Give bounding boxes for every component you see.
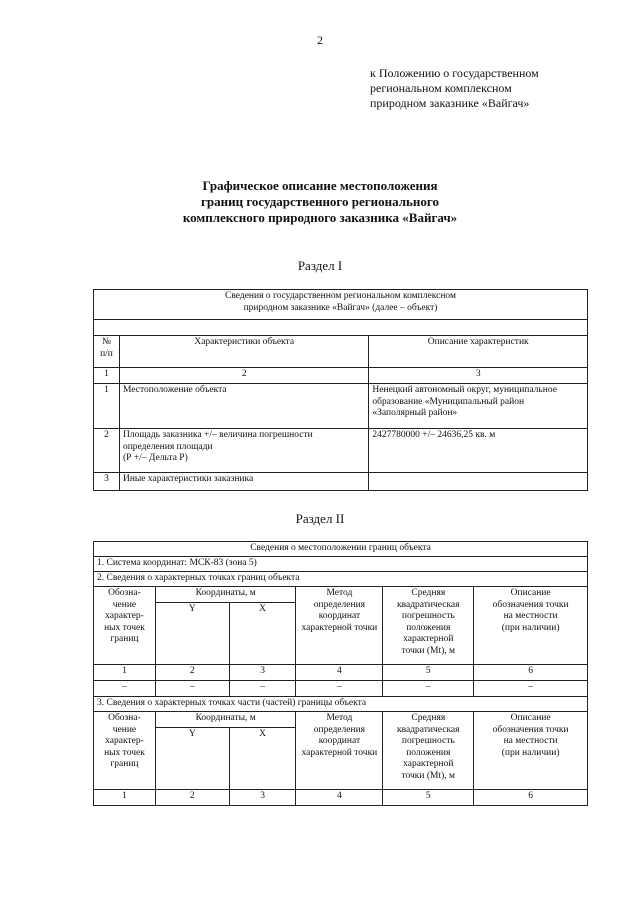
col-header-method: Метод определения координат характерной точки (296, 587, 383, 665)
boundary-points-table (93, 541, 588, 806)
annex-reference (370, 66, 610, 111)
row-number: 2 (94, 429, 120, 473)
col-header-y: Y (155, 728, 229, 790)
table-row (94, 384, 588, 429)
index-cell: 4 (296, 790, 383, 806)
index-cell: 1 (94, 665, 156, 681)
parts-subtitle: 3. Сведения о характерных точках части (частей) границы объекта (94, 697, 588, 712)
dash-cell: – (229, 681, 296, 697)
row-description: 2427780000 +/– 24636,25 кв. м (369, 429, 588, 473)
table-row (94, 429, 588, 473)
coordinate-system: 1. Система координат: МСК-83 (зона 5) (94, 557, 588, 572)
row-number: 1 (94, 384, 120, 429)
title-line: комплексного природного заказника «Вайгач» (182, 210, 458, 225)
index-cell: 6 (474, 790, 588, 806)
table-caption (94, 290, 588, 320)
index-cell: 3 (369, 368, 588, 384)
col-header-coordinates: Координаты, м (155, 712, 296, 728)
document-title (120, 178, 520, 226)
row-characteristic: Иные характеристики заказника (119, 473, 368, 491)
col-header-error: Средняя квадратическая погрешность положения характерной точки (Mt), м (383, 587, 474, 665)
col-header-error: Средняя квадратическая погрешность положения характерной точки (Mt), м (383, 712, 474, 790)
index-cell: 2 (119, 368, 368, 384)
col-header-y: Y (155, 603, 229, 665)
index-cell: 6 (474, 665, 588, 681)
annex-line: к Положению о государственном (370, 66, 539, 80)
row-description: Ненецкий автономный округ, муниципальное образование «Муниципальный район «Заполярный район» (369, 384, 588, 429)
title-line: Графическое описание местоположения (202, 178, 438, 193)
section-2-heading: Раздел II (295, 511, 345, 526)
col-header-point: Обозна- чение характер- ных точек границ (94, 587, 156, 665)
index-cell: 3 (229, 665, 296, 681)
index-cell: 1 (94, 368, 120, 384)
index-cell: 5 (383, 665, 474, 681)
index-cell: 4 (296, 665, 383, 681)
index-cell: 3 (229, 790, 296, 806)
col-header-method: Метод определения координат характерной точки (296, 712, 383, 790)
index-cell: 2 (155, 790, 229, 806)
col-header-point: Обозна- чение характер- ных точек границ (94, 712, 156, 790)
dash-cell: – (296, 681, 383, 697)
caption-line: природном заказнике «Вайгач» (далее – объект) (243, 302, 438, 313)
col-header-characteristic: Характеристики объекта (119, 336, 368, 368)
col-header-point-description: Описание обозначения точки на местности (при наличии) (474, 587, 588, 665)
title-line: границ государственного регионального (200, 194, 439, 209)
row-description (369, 473, 588, 491)
table-caption: Сведения о местоположении границ объекта (94, 542, 588, 557)
page-number: 2 (317, 33, 323, 47)
index-cell: 2 (155, 665, 229, 681)
annex-line: региональном комплексном (370, 81, 512, 95)
table-row (94, 473, 588, 491)
object-info-table (93, 289, 588, 491)
table-row (94, 681, 588, 697)
row-characteristic: Местоположение объекта (119, 384, 368, 429)
caption-line: Сведения о государственном региональном комплексном (225, 291, 456, 301)
col-header-x: X (229, 603, 296, 665)
section-1-heading: Раздел I (297, 258, 343, 273)
col-header-number: № п/п (94, 336, 120, 368)
spacer-row (94, 320, 588, 336)
col-header-coordinates: Координаты, м (155, 587, 296, 603)
dash-cell: – (474, 681, 588, 697)
col-header-point-description: Описание обозначения точки на местности (при наличии) (474, 712, 588, 790)
dash-cell: – (94, 681, 156, 697)
index-cell: 1 (94, 790, 156, 806)
dash-cell: – (383, 681, 474, 697)
dash-cell: – (155, 681, 229, 697)
index-cell: 5 (383, 790, 474, 806)
col-header-description: Описание характеристик (369, 336, 588, 368)
points-subtitle: 2. Сведения о характерных точках границ объекта (94, 572, 588, 587)
row-number: 3 (94, 473, 120, 491)
col-header-x: X (229, 728, 296, 790)
row-characteristic: Площадь заказника +/– величина погрешности определения площади (Р +/– Дельта Р) (119, 429, 368, 473)
annex-line: природном заказнике «Вайгач» (370, 96, 530, 110)
